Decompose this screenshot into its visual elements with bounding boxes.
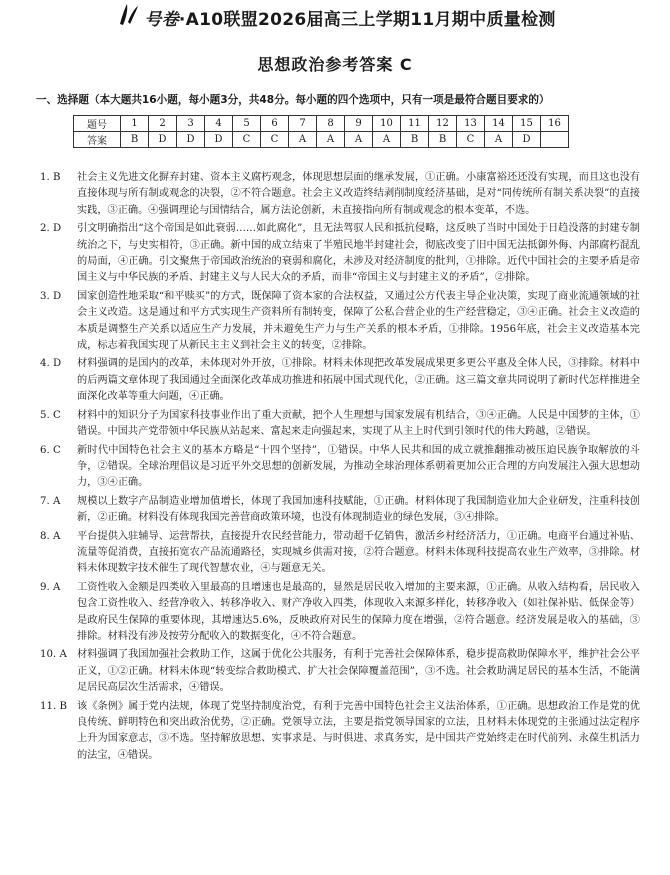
item-number: 2. D (40, 223, 62, 235)
brand-logo-icon (114, 2, 144, 28)
answer-cell: D (513, 132, 541, 148)
answer-cell: D (205, 132, 233, 148)
question-number: 11 (401, 116, 429, 132)
item-number: 10. A (40, 649, 67, 661)
explanation-item (40, 356, 640, 405)
explanation-item (40, 170, 640, 219)
answer-cell: A (485, 132, 513, 148)
question-number: 3 (177, 116, 205, 132)
question-number: 13 (457, 116, 485, 132)
answer-cell: A (373, 132, 401, 148)
item-number: 9. A (40, 581, 61, 593)
answer-table-answer-row (74, 132, 569, 148)
item-text: 社会主义先进文化摒弃封建、资本主义腐朽观念，体现思想层面的继承发展，①正确。小康富裕还还没有实现，而且这也没有直接体现与所有制或观念的决裂，②不符合题意。社会主义改造终结剥削制度经济基础，是对“同传统所有制关系决裂”的直接实践，③正确。④强调理论与国情结合，属方法论创新，未直接指向所有制或观念的根本变革，不选。 (77, 172, 640, 216)
item-text: 工资性收入金额是四类收入里最高的且增速也是最高的，显然是居民收入增加的主要来源，①正确。从收入结构看，居民收入包含工资性收入、经营净收入、转移净收入、财产净收入四类，体现收入来源多样化，转移净收入（如社保补贴、低保金等）是政府民生保障的重要体现，其增速达5.6%，反映政府对民生的保障力度在增强，②符合题意。经济发展是收入的基础，③排除。材料没有涉及按劳分配收入的数据变化，④不符合题意。 (77, 581, 640, 642)
question-number: 6 (261, 116, 289, 132)
answer-cell: D (149, 132, 177, 148)
item-number: 7. A (40, 495, 61, 507)
question-number: 14 (485, 116, 513, 132)
item-text: 新时代中国特色社会主义的基本方略是“十四个坚持”，①错误。中华人民共和国的成立就推翻推动被压迫民族争取解放的斗争，②错误。全球治理倡议是习近平外交思想的创新发展，为推动全球治理体系朝着更加公正合理的方向发展注入强大思想动力，③④正确。 (77, 444, 640, 489)
explanation-item (40, 699, 640, 765)
question-number: 5 (233, 116, 261, 132)
row-label-answer: 答案 (74, 132, 121, 148)
question-number: 2 (149, 116, 177, 132)
question-number: 1 (121, 116, 149, 132)
item-number: 5. C (40, 409, 61, 421)
header-text (144, 5, 555, 30)
question-number: 12 (429, 116, 457, 132)
question-number: 15 (513, 116, 541, 132)
item-number: 11. B (40, 700, 67, 712)
item-text: 国家创造性地采取“和平赎买”的方式，既保障了资本家的合法权益，又通过公方代表主导企业决策，实现了商业流通领域的社会主义改造。这是通过和平方式实现生产资料所有制转变，保障了公私合营企业的生产经营稳定，③④正确。社会主义改造的本质是调整生产关系以适应生产力发展，并未避免生产力与生产关系的根本矛盾，①排除。1956年底，社会主义改造基本完成，标志着我国实现了从新民主主义到社会主义的转变，②排除。 (77, 290, 640, 352)
item-text: 材料强调了我国加强社会救助工作，这属于优化公共服务，有利于完善社会保障体系，稳步提高救助保障水平，维护社会公平正义，①②正确。材料未体现“转变综合救助模式、扩大社会保障覆盖范围”，③不选。社会救助满足居民的基本生活，不能满足居民高层次生活需求，④错误。 (77, 649, 640, 694)
question-number: 10 (373, 116, 401, 132)
answer-table (73, 115, 569, 148)
section-heading: 一、选择题（本大题共16小题，每小题3分，共48分。每小题的四个选项中，只有一项是最符合题目要求的） (36, 94, 550, 106)
answer-cell: A (317, 132, 345, 148)
page-title: 思想政治参考答案 C (257, 55, 413, 74)
item-text: 材料中的知识分子为国家科技事业作出了重大贡献，把个人生理想与国家发展有机结合，③④正确。人民是中国梦的主体，①错误。中国共产党带领中华民族从站起来、富起来走向强起来，实现了从主上时代到引领时代的伟大跨越，②错误。 (77, 409, 640, 438)
explanation-item (40, 289, 640, 355)
explanation-item (40, 494, 640, 527)
answer-cell: D (177, 132, 205, 148)
answer-cell (541, 132, 569, 148)
item-text: 材料强调的是国内的改革，未体现对外开放，①排除。材料未体现把改革发展成果更多更公平惠及全体人民，③排除。材料中的后两篇文章体现了我国通过全面深化改革成功推进和拓展中国式现代化，②正确。这三篇文章共同说明了新时代怎样推进全面深化改革等重大问题，④正确。 (77, 358, 640, 403)
page-header (0, 4, 670, 30)
explanation-list (40, 170, 640, 766)
answer-cell: B (401, 132, 429, 148)
question-number: 8 (317, 116, 345, 132)
answer-cell: B (429, 132, 457, 148)
row-label-number: 题号 (74, 116, 121, 132)
item-text: 该《条例》属于党内法规，体现了党坚持制度治党，有利于完善中国特色社会主义法治体系，①正确。思想政治工作是党的优良传统、鲜明特色和突出政治优势，②正确。党领导立法，主要是指党领导国家的立法，且材料未体现党的主张通过法定程序上升为国家意志，③不选。坚持解放思想、实事求是、与时俱进、求真务实，是中国共产党始终走在时代前列、永葆生机活力的法宝，④错误。 (77, 700, 640, 761)
explanation-item (40, 443, 640, 492)
item-number: 3. D (40, 290, 62, 302)
item-text: 平台提供入驻辅导、运营帮扶，直接提升农民经营能力，带动超千亿销售，激活乡村经济活力，①正确。电商平台通过补贴、流量等促消费，直接拓宽农产品流通路径，实现城乡供需对接，②符合题意。材料未体现科技提高农业生产效率，③排除。材料未体现数字技术催生了现代智慧农业，④与题意无关。 (77, 530, 640, 575)
question-number: 16 (541, 116, 569, 132)
answer-cell: A (345, 132, 373, 148)
question-number: 9 (345, 116, 373, 132)
explanation-item (40, 221, 640, 287)
answer-table-number-row (74, 116, 569, 132)
answer-cell: C (233, 132, 261, 148)
brand-name: 号卷 (144, 9, 179, 30)
item-number: 8. A (40, 530, 61, 542)
item-number: 6. C (40, 444, 61, 456)
exam-title: ·A10联盟2026届高三上学期11月期中质量检测 (178, 9, 556, 30)
item-number: 4. D (40, 358, 62, 370)
item-number: 1. B (40, 172, 61, 183)
question-number: 4 (205, 116, 233, 132)
explanation-item (40, 580, 640, 646)
answer-cell: C (457, 132, 485, 148)
answer-cell: B (121, 132, 149, 148)
answer-cell: A (289, 132, 317, 148)
question-number: 7 (289, 116, 317, 132)
item-text: 规模以上数字产品制造业增加值增长，体现了我国加速科技赋能，①正确。材料体现了我国制造业加大企业研发，注重科技创新，②正确。材料没有体现我国完善营商政策环境，也没有体现制造业的绿色发展，③④排除。 (77, 495, 640, 524)
explanation-item (40, 647, 640, 696)
answer-cell: C (261, 132, 289, 148)
item-text: 引文明确指出“这个帝国是如此衰弱……如此腐化”，且无法驾驭人民和抵抗侵略，这反映了当时中国处于日趋没落的封建专制统治之下，与史实相符，③正确。新中国的成立结束了半殖民地半封建社会，彻底改变了旧中国无法抵御外侮、内部腐朽混乱的局面，④正确。引文聚焦于帝国政治统治的衰弱和腐化，未涉及对经济制度的批判，①排除。近代中国社会的主要矛盾是帝国主义与中华民族的矛盾、封建主义与人民大众的矛盾，而非“帝国主义与封建主义的矛盾”，②排除。 (77, 223, 640, 284)
explanation-item (40, 529, 640, 578)
explanation-item (40, 408, 640, 441)
